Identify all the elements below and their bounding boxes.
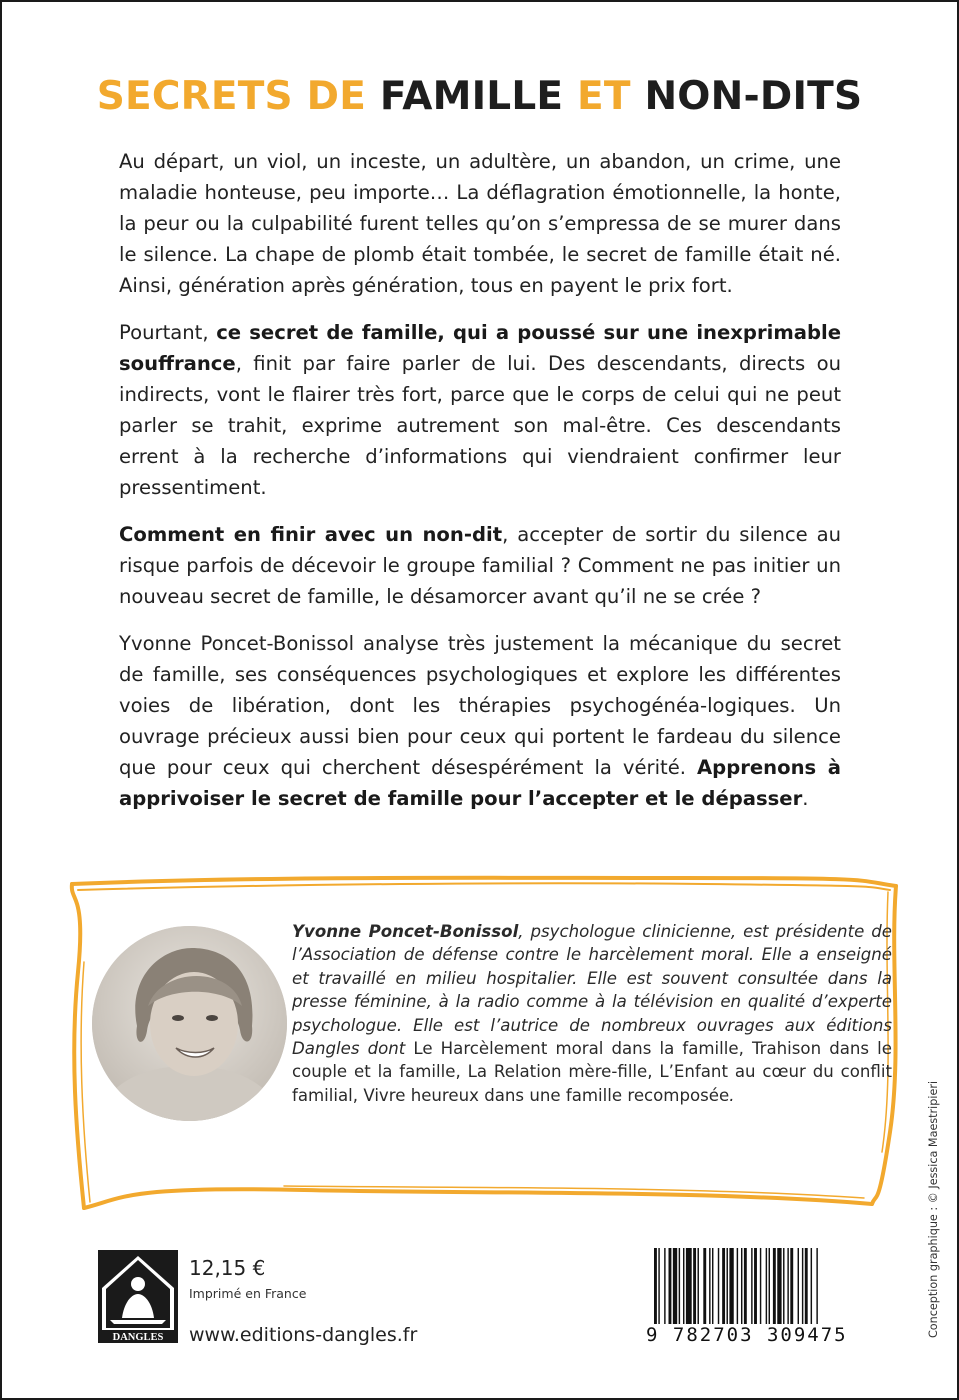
blurb [119, 146, 841, 830]
blurb-p3-end: , accepter de sortir du silence au risque parfois de décevoir le groupe familial ? Comment ne pas initier un nouveau secret de famille, le désamorcer avant qu’il ne se crée ? [119, 523, 841, 608]
blurb-p4-start: Yvonne Poncet-Bonissol analyse très justement la mécanique du secret de famille, ses conséquences psychologiques et explore les différentes voies de libération, dont les thérapies psychogénéa-logiques. Un ouvrage précieux aussi bien pour ceux qui portent le fardeau du silence que pour ceux qui cherchent désespérément la vérité. [119, 632, 841, 779]
blurb-p4-bold: Apprenons à apprivoiser le secret de famille pour l’accepter et le dépasser [119, 756, 841, 810]
price: 12,15 € [189, 1256, 266, 1280]
blurb-paragraph-4 [119, 628, 841, 814]
author-bio [292, 920, 892, 1107]
publisher-name: DANGLES [112, 1332, 164, 1343]
author-bio-text-2: . [729, 1085, 735, 1105]
dangles-logo-icon [96, 1250, 180, 1345]
title-part-et: ET [577, 74, 645, 119]
cover-title [2, 74, 957, 119]
author-photo-icon [92, 926, 287, 1121]
blurb-p2-bold: ce secret de famille, qui a poussé sur une inexprimable souffrance [119, 321, 841, 375]
blurb-p2-end: , finit par faire parler de lui. Des descendants, directs ou indirects, vont le flairer très fort, parce que le corps de celui qui ne peut parler se trahit, exprime autrement son mal-être. Ces descendants errent à la recherche d’informations qui viendraient confirmer leur pressentiment. [119, 352, 841, 499]
author-books: Le Harcèlement moral dans la famille, Trahison dans le couple et la famille, La Relation mère-fille, L’Enfant au cœur du conflit familial, Vivre heureux dans une famille recomposée [292, 1039, 893, 1105]
author-name: Yvonne Poncet-Bonissol [292, 922, 519, 941]
blurb-paragraph-1 [119, 146, 841, 301]
title-part-secrets: SECRETS DE [96, 74, 380, 119]
dangles-logo [96, 1250, 180, 1345]
title-part-famille: FAMILLE [379, 74, 578, 119]
design-credit: Conception graphique : © Jessica Maestripieri [927, 1080, 940, 1338]
printed-in: Imprimé en France [189, 1286, 307, 1301]
blurb-paragraph-3 [119, 519, 841, 612]
publisher-website: www.editions-dangles.fr [189, 1324, 418, 1346]
author-portrait [92, 926, 287, 1121]
blurb-p2-start: Pourtant, [119, 321, 217, 344]
blurb-p3-bold: Comment en finir avec un non-dit [119, 523, 503, 546]
blurb-paragraph-2 [119, 317, 841, 503]
blurb-p4-end: . [802, 787, 809, 810]
isbn-number: 9 782703 309475 [644, 1324, 876, 1348]
blurb-p1-text: Au départ, un viol, un inceste, un adultère, un abandon, un crime, une maladie honteuse, peu importe… La déflagration émotionnelle, la honte, la peur ou la culpabilité furent telles qu’on s’empressa de se murer dans le silence. La chape de plomb était tombée, le secret de famille était né. Ainsi, génération après génération, tous en payent le prix fort. [119, 150, 841, 297]
title-part-non-dits: NON-DITS [644, 74, 863, 119]
author-bio-text-1: , psychologue clinicienne, est présidente de l’Association de défense contre le harcèlement moral. Elle a enseigné et travaillé en milieu hospitalier. Elle est souvent consultée dans la presse féminine, à la radio comme à la télévision en qualité d’experte psychologue. Elle est l’autrice de nombreux ouvrages aux éditions Dangles dont [292, 922, 892, 1059]
